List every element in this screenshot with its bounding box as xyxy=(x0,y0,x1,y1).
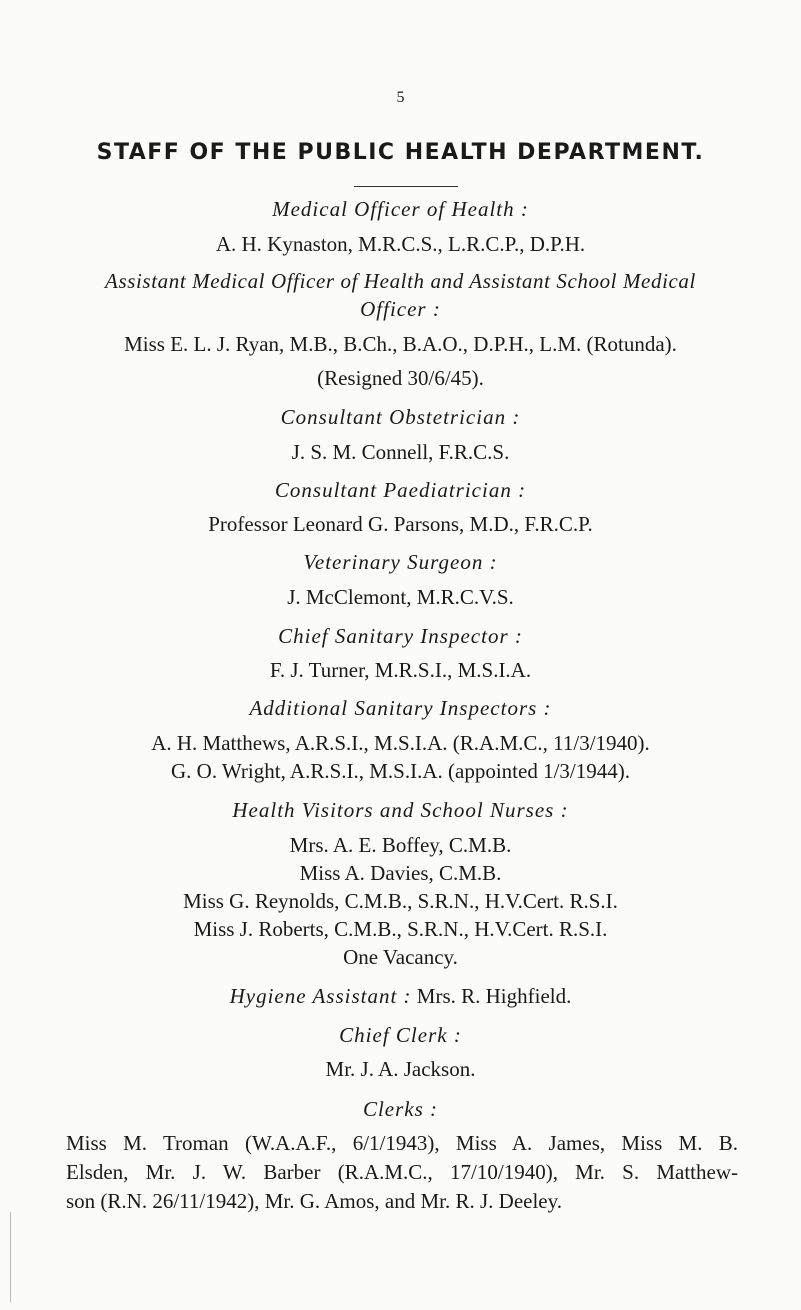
health-visitor-3: Miss G. Reynolds, C.M.B., S.R.N., H.V.Cert. R.S.I. xyxy=(183,889,618,913)
additional-inspector-2: G. O. Wright, A.R.S.I., M.S.I.A. (appointed 1/3/1944). xyxy=(170,759,630,783)
hygiene-assistant-name: Mrs. R. Highfield. xyxy=(416,984,572,1008)
amoh-title-line-2: Officer : xyxy=(360,297,441,321)
clerks-line-2: Elsden, Mr. J. W. Barber (R.A.M.C., 17/10/1940), Mr. S. Matthew- xyxy=(66,1160,738,1184)
chief-clerk-title: Chief Clerk : xyxy=(339,1023,462,1047)
amoh-note: (Resigned 30/6/45). xyxy=(317,366,484,390)
hygiene-assistant-line xyxy=(0,982,801,1010)
clerks-line-3: son (R.N. 26/11/1942), Mr. G. Amos, and Mr. R. J. Deeley. xyxy=(66,1189,563,1213)
paediatrician-name: Professor Leonard G. Parsons, M.D., F.R.C.P. xyxy=(208,512,593,536)
paediatrician-title: Consultant Paediatrician : xyxy=(274,478,527,502)
obstetrician-title: Consultant Obstetrician : xyxy=(280,405,521,429)
additional-inspectors-title: Additional Sanitary Inspectors : xyxy=(249,696,552,720)
hygiene-assistant-title: Hygiene Assistant : xyxy=(229,984,412,1008)
chief-sanitary-inspector-title: Chief Sanitary Inspector : xyxy=(278,624,523,648)
veterinary-name: J. McClemont, M.R.C.V.S. xyxy=(287,585,514,609)
additional-inspector-1: A. H. Matthews, A.R.S.I., M.S.I.A. (R.A.M.C., 11/3/1940). xyxy=(151,731,650,755)
obstetrician-name: J. S. M. Connell, F.R.C.S. xyxy=(291,440,510,464)
amoh-name: Miss E. L. J. Ryan, M.B., B.Ch., B.A.O., D.P.H., L.M. (Rotunda). xyxy=(124,332,677,356)
chief-clerk-name: Mr. J. A. Jackson. xyxy=(325,1057,476,1081)
amoh-title-line-1: Assistant Medical Officer of Health and Assistant School Medical xyxy=(105,269,696,293)
veterinary-title: Veterinary Surgeon : xyxy=(303,550,498,574)
clerks-line-1: Miss M. Troman (W.A.A.F., 6/1/1943), Miss A. James, Miss M. B. xyxy=(66,1131,738,1155)
page-edge-mark xyxy=(10,1212,11,1302)
chief-sanitary-inspector-name: F. J. Turner, M.R.S.I., M.S.I.A. xyxy=(269,658,532,682)
health-visitor-5: One Vacancy. xyxy=(343,945,458,969)
moh-name: A. H. Kynaston, M.R.C.S., L.R.C.P., D.P.H. xyxy=(215,232,586,256)
health-visitor-2: Miss A. Davies, C.M.B. xyxy=(299,861,502,885)
divider-rule xyxy=(354,186,458,187)
health-visitors-title: Health Visitors and School Nurses : xyxy=(232,798,569,822)
clerks-title: Clerks : xyxy=(362,1097,439,1121)
page-heading: STAFF OF THE PUBLIC HEALTH DEPARTMENT. xyxy=(96,140,705,165)
health-visitor-4: Miss J. Roberts, C.M.B., S.R.N., H.V.Cert. R.S.I. xyxy=(193,917,608,941)
moh-title: Medical Officer of Health : xyxy=(272,197,529,221)
page-number: 5 xyxy=(396,89,405,106)
clerks-paragraph xyxy=(66,1129,738,1216)
health-visitor-1: Mrs. A. E. Boffey, C.M.B. xyxy=(289,833,512,857)
